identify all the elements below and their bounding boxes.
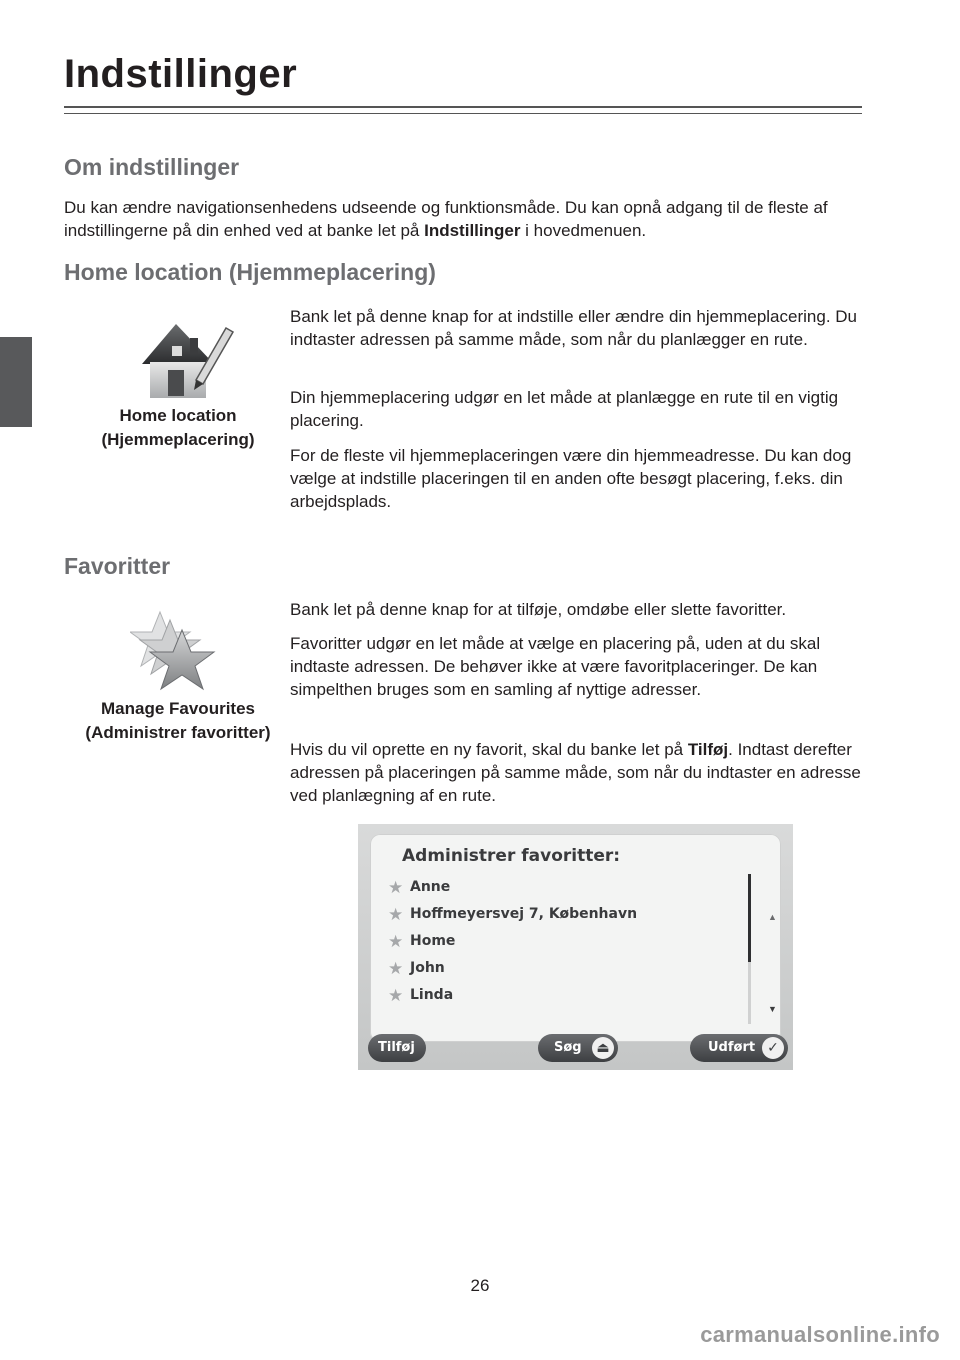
check-icon: ✓ <box>762 1037 784 1059</box>
list-item-label: Hoffmeyersvej 7, København <box>410 906 638 922</box>
home-location-paragraph-2: Din hjemmeplacering udgør en let måde at planlægge en rute til en vigtig placering. <box>290 388 839 430</box>
list-item-label: Linda <box>410 987 454 1003</box>
add-button[interactable] <box>368 1034 426 1062</box>
favourites-caption <box>72 697 284 745</box>
list-item-label: Home <box>410 933 456 949</box>
scrollbar-thumb[interactable] <box>748 874 751 962</box>
favourites-p3-bold: Tilføj <box>687 740 729 759</box>
device-screenshot <box>358 824 793 1070</box>
about-text-1: Du kan ændre navigationsenhedens udseende og funktionsmåde. Du kan opnå adgang til de fleste af indstillingerne på din enhed ved at banke let på <box>64 198 828 240</box>
done-button-label: Udført <box>708 1040 756 1055</box>
keyboard-icon: ⏏ <box>592 1037 614 1059</box>
list-item[interactable] <box>388 930 728 956</box>
home-location-caption-line-2: (Hjemmeplacering) <box>101 430 255 449</box>
list-scrollbar[interactable] <box>748 874 751 1024</box>
list-item[interactable] <box>388 984 728 1010</box>
section-heading-favourites: Favoritter <box>64 553 171 579</box>
about-paragraph <box>64 196 864 242</box>
chapter-tab <box>0 337 32 427</box>
device-title: Administrer favoritter: <box>402 846 621 866</box>
watermark: carmanualsonline.info <box>700 1322 940 1347</box>
search-button-label: Søg <box>554 1040 582 1055</box>
arrow-up-icon[interactable]: ▲ <box>768 912 777 922</box>
favourites-p3-text-b: . Indtast derefter adressen på placeringen på samme måde, som når du indtaster en adresse ved planlægning af en rute. <box>290 740 861 805</box>
favourites-list-panel <box>370 834 781 1042</box>
favourites-caption-line-2: (Administrer favoritter) <box>85 723 271 742</box>
list-item[interactable] <box>388 876 728 902</box>
star-icon: ★ <box>388 932 404 951</box>
home-location-paragraph-1: Bank let på denne knap for at indstille eller ændre din hjemmeplacering. Du indtaster adressen på samme måde, som når du planlægger en rute. <box>290 307 857 349</box>
list-item[interactable] <box>388 903 728 929</box>
page-number: 26 <box>470 1276 490 1295</box>
home-location-caption-line-1: Home location <box>119 406 237 425</box>
title-rule <box>64 106 862 114</box>
arrow-down-icon[interactable]: ▼ <box>768 1004 777 1014</box>
list-item-label: John <box>410 960 445 976</box>
star-icon: ★ <box>388 878 404 897</box>
page-title: Indstillinger <box>64 52 298 96</box>
favourites-p3-text-a: Hvis du vil oprette en ny favorit, skal du banke let på <box>290 740 688 759</box>
star-icon: ★ <box>388 986 404 1005</box>
home-location-caption <box>78 404 278 452</box>
favourites-paragraph-1: Bank let på denne knap for at tilføje, omdøbe eller slette favoritter. <box>290 600 787 619</box>
section-heading-about: Om indstillinger <box>64 154 240 180</box>
star-icon: ★ <box>388 905 404 924</box>
about-text-bold: Indstillinger <box>424 221 521 240</box>
stars-icon[interactable] <box>130 610 226 694</box>
search-button[interactable] <box>538 1034 618 1062</box>
star-icon: ★ <box>388 959 404 978</box>
home-pencil-icon[interactable] <box>138 318 236 402</box>
section-heading-home-location: Home location (Hjemmeplacering) <box>64 259 436 285</box>
add-button-label: Tilføj <box>378 1040 415 1055</box>
home-location-paragraph-3: For de fleste vil hjemmeplaceringen være din hjemmeadresse. Du kan dog vælge at indstille placeringen til en anden ofte besøgt placering, f.eks. din arbejdsplads. <box>290 446 852 511</box>
list-item[interactable] <box>388 957 728 983</box>
favourites-paragraph-2: Favoritter udgør en let måde at vælge en placering på, uden at du skal indtaste adressen. De behøver ikke at være favoritplaceringer. De kan simpelthen bruges som en samling af nyttige adresser. <box>290 634 821 699</box>
favourites-caption-line-1: Manage Favourites <box>101 699 255 718</box>
list-item-label: Anne <box>410 879 451 895</box>
about-text-2: i hovedmenuen. <box>520 221 647 240</box>
done-button[interactable] <box>690 1034 788 1062</box>
favourites-paragraph-3 <box>290 738 865 807</box>
